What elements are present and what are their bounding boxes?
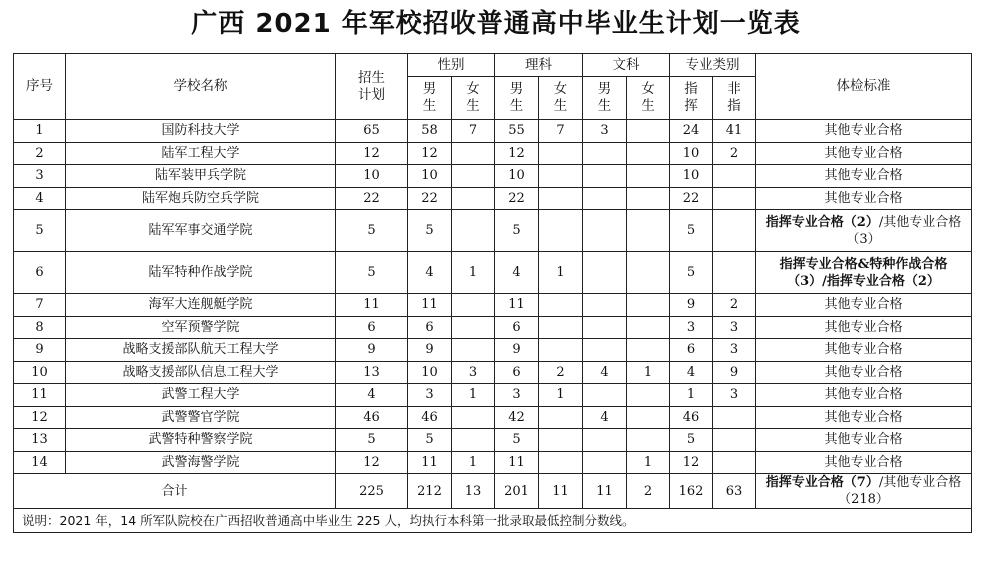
- header-female-bottom: 生: [641, 98, 655, 114]
- row-command: 5: [670, 429, 713, 452]
- row-gender-female: [452, 142, 495, 165]
- row-gender-female: [452, 294, 495, 317]
- row-arts-male: 4: [583, 406, 627, 429]
- row-standard: [756, 316, 972, 339]
- row-gender-female: 1: [452, 252, 495, 294]
- row-gender-female: [452, 187, 495, 210]
- header-noncmd-top: 非: [727, 81, 741, 97]
- row-arts-male: [583, 384, 627, 407]
- row-gender-female: 1: [452, 451, 495, 474]
- row-non-command: 2: [713, 294, 756, 317]
- header-gender-male: [408, 77, 452, 120]
- row-arts-male: [583, 339, 627, 362]
- row-arts-female: 1: [627, 361, 670, 384]
- header-female-top: 女: [553, 81, 568, 97]
- row-gender-male: 22: [408, 187, 452, 210]
- table-header: [14, 54, 972, 120]
- header-non-command: [713, 77, 756, 120]
- row-non-command: 9: [713, 361, 756, 384]
- row-arts-male: 3: [583, 120, 627, 143]
- total-science-female: 11: [539, 474, 583, 509]
- row-gender-male: 5: [408, 429, 452, 452]
- table-row: [14, 120, 972, 143]
- header-male-bottom: 生: [509, 98, 524, 114]
- row-command: 6: [670, 339, 713, 362]
- row-arts-female: [627, 165, 670, 188]
- header-plan-bottom: 计划: [358, 86, 385, 103]
- total-row: [14, 474, 972, 509]
- row-gender-male: 58: [408, 120, 452, 143]
- row-plan: 4: [336, 384, 408, 407]
- header-plan-top: 招生: [358, 69, 385, 86]
- table-row: [14, 165, 972, 188]
- header-male-bottom: 生: [422, 98, 437, 114]
- row-science-female: [539, 451, 583, 474]
- row-arts-female: [627, 339, 670, 362]
- row-school: 武警特种警察学院: [66, 429, 336, 452]
- total-arts-male: 11: [583, 474, 627, 509]
- row-seq: 3: [14, 165, 66, 188]
- row-arts-male: [583, 429, 627, 452]
- row-science-female: [539, 429, 583, 452]
- row-arts-female: [627, 316, 670, 339]
- row-arts-male: [583, 451, 627, 474]
- row-seq: 8: [14, 316, 66, 339]
- header-male-top: 男: [422, 81, 437, 97]
- header-school: 学校名称: [66, 54, 336, 120]
- table-row: [14, 187, 972, 210]
- row-command: 24: [670, 120, 713, 143]
- header-female-bottom: 生: [466, 98, 480, 114]
- header-male-bottom: 生: [597, 98, 612, 114]
- table-row: [14, 252, 972, 294]
- row-science-female: [539, 187, 583, 210]
- row-arts-female: [627, 210, 670, 252]
- row-non-command: [713, 406, 756, 429]
- header-female-top: 女: [641, 81, 655, 97]
- total-standard-bold: 指挥专业合格（7）: [765, 475, 879, 490]
- total-standard-text: /其他专业合格（218）: [838, 475, 962, 507]
- row-standard-text: 其他专业合格: [824, 409, 903, 425]
- row-arts-female: [627, 429, 670, 452]
- row-gender-female: 7: [452, 120, 495, 143]
- header-science: 理科: [495, 54, 583, 77]
- row-arts-female: [627, 187, 670, 210]
- row-gender-female: 3: [452, 361, 495, 384]
- table-body: [14, 120, 972, 474]
- row-standard-text: 其他专业合格: [824, 387, 903, 403]
- row-plan: 5: [336, 429, 408, 452]
- header-science-male: [495, 77, 539, 120]
- row-seq: 4: [14, 187, 66, 210]
- header-gender: 性别: [408, 54, 495, 77]
- row-standard: [756, 361, 972, 384]
- header-plan: [336, 54, 408, 120]
- header-male-top: 男: [597, 81, 612, 97]
- row-arts-male: [583, 294, 627, 317]
- header-male-top: 男: [509, 81, 524, 97]
- header-science-female: [539, 77, 583, 120]
- row-gender-male: 6: [408, 316, 452, 339]
- row-gender-female: [452, 339, 495, 362]
- row-standard: [756, 384, 972, 407]
- row-standard-text: 其他专业合格: [824, 190, 903, 206]
- row-standard: [756, 339, 972, 362]
- row-command: 12: [670, 451, 713, 474]
- total-command: 162: [670, 474, 713, 509]
- row-command: 10: [670, 142, 713, 165]
- row-non-command: 41: [713, 120, 756, 143]
- row-seq: 6: [14, 252, 66, 294]
- row-seq: 11: [14, 384, 66, 407]
- row-science-male: 10: [495, 165, 539, 188]
- row-science-female: 1: [539, 252, 583, 294]
- row-science-male: 11: [495, 294, 539, 317]
- header-arts-female: [627, 77, 670, 120]
- row-school: 战略支援部队信息工程大学: [66, 361, 336, 384]
- row-plan: 12: [336, 451, 408, 474]
- row-science-female: [539, 210, 583, 252]
- row-science-female: [539, 165, 583, 188]
- row-non-command: [713, 429, 756, 452]
- table-row: [14, 339, 972, 362]
- row-standard-text: 其他专业合格: [824, 145, 903, 161]
- row-plan: 6: [336, 316, 408, 339]
- row-plan: 65: [336, 120, 408, 143]
- row-science-female: [539, 339, 583, 362]
- row-science-female: 1: [539, 384, 583, 407]
- row-arts-male: [583, 252, 627, 294]
- total-arts-female: 2: [627, 474, 670, 509]
- row-arts-female: [627, 294, 670, 317]
- row-seq: 14: [14, 451, 66, 474]
- total-gender-female: 13: [452, 474, 495, 509]
- table-row: [14, 294, 972, 317]
- row-standard: [756, 120, 972, 143]
- row-command: 46: [670, 406, 713, 429]
- row-arts-female: [627, 384, 670, 407]
- row-seq: 5: [14, 210, 66, 252]
- row-school: 陆军特种作战学院: [66, 252, 336, 294]
- total-label: 合计: [14, 474, 336, 509]
- row-arts-male: [583, 187, 627, 210]
- row-arts-female: [627, 142, 670, 165]
- row-plan: 22: [336, 187, 408, 210]
- row-standard: [756, 187, 972, 210]
- row-command: 5: [670, 210, 713, 252]
- row-gender-male: 11: [408, 294, 452, 317]
- header-standard: 体检标准: [756, 54, 972, 120]
- row-non-command: [713, 210, 756, 252]
- row-non-command: 3: [713, 316, 756, 339]
- table-row: [14, 406, 972, 429]
- row-science-male: 42: [495, 406, 539, 429]
- row-gender-male: 46: [408, 406, 452, 429]
- row-gender-male: 10: [408, 361, 452, 384]
- row-science-female: [539, 142, 583, 165]
- row-standard-text: /其他专业合格（3）: [846, 214, 962, 247]
- header-female-top: 女: [466, 81, 480, 97]
- row-school: 战略支援部队航天工程大学: [66, 339, 336, 362]
- row-science-male: 55: [495, 120, 539, 143]
- row-seq: 2: [14, 142, 66, 165]
- row-standard: [756, 252, 972, 294]
- row-non-command: [713, 252, 756, 294]
- row-command: 3: [670, 316, 713, 339]
- row-non-command: [713, 165, 756, 188]
- table-footer: [14, 474, 972, 533]
- row-non-command: 3: [713, 384, 756, 407]
- header-arts: 文科: [583, 54, 670, 77]
- row-arts-female: [627, 406, 670, 429]
- row-science-male: 9: [495, 339, 539, 362]
- row-standard-text: 其他专业合格: [824, 432, 903, 448]
- total-standard: [756, 474, 972, 509]
- row-standard: [756, 429, 972, 452]
- header-cmd-top: 指: [684, 81, 698, 97]
- row-standard-text: 其他专业合格: [824, 454, 903, 470]
- table-row: [14, 316, 972, 339]
- row-plan: 12: [336, 142, 408, 165]
- header-cmd-bottom: 挥: [684, 98, 698, 114]
- row-arts-female: [627, 252, 670, 294]
- row-standard: [756, 406, 972, 429]
- row-standard-text: 其他专业合格: [824, 319, 903, 335]
- page-title: 广西 2021 年军校招收普通高中毕业生计划一览表: [191, 9, 801, 39]
- header-gender-female: [452, 77, 495, 120]
- row-science-male: 4: [495, 252, 539, 294]
- table-row: [14, 142, 972, 165]
- table-row: [14, 451, 972, 474]
- row-standard: [756, 294, 972, 317]
- row-arts-male: [583, 165, 627, 188]
- row-seq: 12: [14, 406, 66, 429]
- row-science-female: [539, 406, 583, 429]
- row-gender-female: 1: [452, 384, 495, 407]
- row-plan: 9: [336, 339, 408, 362]
- note-row: [14, 509, 972, 533]
- table-row: [14, 361, 972, 384]
- row-standard-text: 其他专业合格: [824, 123, 903, 139]
- total-gender-male: 212: [408, 474, 452, 509]
- row-standard-bold: 指挥专业合格（2）: [765, 214, 879, 230]
- row-school: 海军大连舰艇学院: [66, 294, 336, 317]
- row-gender-male: 10: [408, 165, 452, 188]
- row-standard: [756, 165, 972, 188]
- row-non-command: [713, 187, 756, 210]
- row-plan: 13: [336, 361, 408, 384]
- row-gender-male: 4: [408, 252, 452, 294]
- row-science-male: 5: [495, 429, 539, 452]
- row-school: 陆军装甲兵学院: [66, 165, 336, 188]
- row-arts-male: [583, 210, 627, 252]
- row-gender-male: 12: [408, 142, 452, 165]
- row-plan: 5: [336, 252, 408, 294]
- row-science-female: [539, 294, 583, 317]
- row-school: 陆军工程大学: [66, 142, 336, 165]
- row-command: 10: [670, 165, 713, 188]
- row-seq: 9: [14, 339, 66, 362]
- header-seq: 序号: [14, 54, 66, 120]
- row-science-female: [539, 316, 583, 339]
- row-seq: 13: [14, 429, 66, 452]
- row-gender-female: [452, 210, 495, 252]
- row-school: 武警海警学院: [66, 451, 336, 474]
- row-seq: 7: [14, 294, 66, 317]
- row-non-command: [713, 451, 756, 474]
- row-command: 22: [670, 187, 713, 210]
- row-standard-text: 其他专业合格: [824, 297, 903, 313]
- row-science-male: 5: [495, 210, 539, 252]
- row-school: 陆军军事交通学院: [66, 210, 336, 252]
- row-school: 陆军炮兵防空兵学院: [66, 187, 336, 210]
- row-standard: [756, 451, 972, 474]
- row-gender-female: [452, 429, 495, 452]
- row-command: 1: [670, 384, 713, 407]
- row-science-male: 12: [495, 142, 539, 165]
- header-category: 专业类别: [670, 54, 756, 77]
- table-note: 说明：2021 年，14 所军队院校在广西招收普通高中毕业生 225 人，均执行本科第一批录取最低控制分数线。: [14, 509, 972, 533]
- row-plan: 11: [336, 294, 408, 317]
- row-command: 9: [670, 294, 713, 317]
- total-plan: 225: [336, 474, 408, 509]
- row-standard-text: 其他专业合格: [824, 168, 903, 184]
- row-standard: [756, 142, 972, 165]
- row-school: 武警警官学院: [66, 406, 336, 429]
- row-arts-male: [583, 316, 627, 339]
- row-gender-male: 11: [408, 451, 452, 474]
- row-gender-male: 9: [408, 339, 452, 362]
- row-plan: 5: [336, 210, 408, 252]
- row-gender-male: 3: [408, 384, 452, 407]
- header-noncmd-bottom: 指: [727, 98, 741, 114]
- total-science-male: 201: [495, 474, 539, 509]
- row-school: 国防科技大学: [66, 120, 336, 143]
- row-arts-male: [583, 142, 627, 165]
- row-seq: 10: [14, 361, 66, 384]
- row-standard-bold: 指挥专业合格&特种作战合格（3）/指挥专业合格（2）: [779, 256, 948, 289]
- header-command: [670, 77, 713, 120]
- row-command: 4: [670, 361, 713, 384]
- total-non-command: 63: [713, 474, 756, 509]
- table-row: [14, 384, 972, 407]
- row-command: 5: [670, 252, 713, 294]
- row-standard-text: 其他专业合格: [824, 364, 903, 380]
- header-female-bottom: 生: [553, 98, 568, 114]
- row-arts-male: 4: [583, 361, 627, 384]
- enrollment-plan-table: [13, 53, 972, 533]
- row-science-male: 6: [495, 316, 539, 339]
- row-arts-female: 1: [627, 451, 670, 474]
- row-gender-female: [452, 316, 495, 339]
- row-science-male: 6: [495, 361, 539, 384]
- row-non-command: 3: [713, 339, 756, 362]
- row-science-female: 7: [539, 120, 583, 143]
- row-arts-female: [627, 120, 670, 143]
- row-seq: 1: [14, 120, 66, 143]
- row-school: 空军预警学院: [66, 316, 336, 339]
- table-row: [14, 210, 972, 252]
- table-row: [14, 429, 972, 452]
- row-gender-female: [452, 165, 495, 188]
- row-science-female: 2: [539, 361, 583, 384]
- row-school: 武警工程大学: [66, 384, 336, 407]
- row-plan: 10: [336, 165, 408, 188]
- row-gender-female: [452, 406, 495, 429]
- row-standard-text: 其他专业合格: [824, 342, 903, 358]
- row-non-command: 2: [713, 142, 756, 165]
- header-arts-male: [583, 77, 627, 120]
- row-science-male: 22: [495, 187, 539, 210]
- row-gender-male: 5: [408, 210, 452, 252]
- row-standard: [756, 210, 972, 252]
- row-science-male: 3: [495, 384, 539, 407]
- row-plan: 46: [336, 406, 408, 429]
- row-science-male: 11: [495, 451, 539, 474]
